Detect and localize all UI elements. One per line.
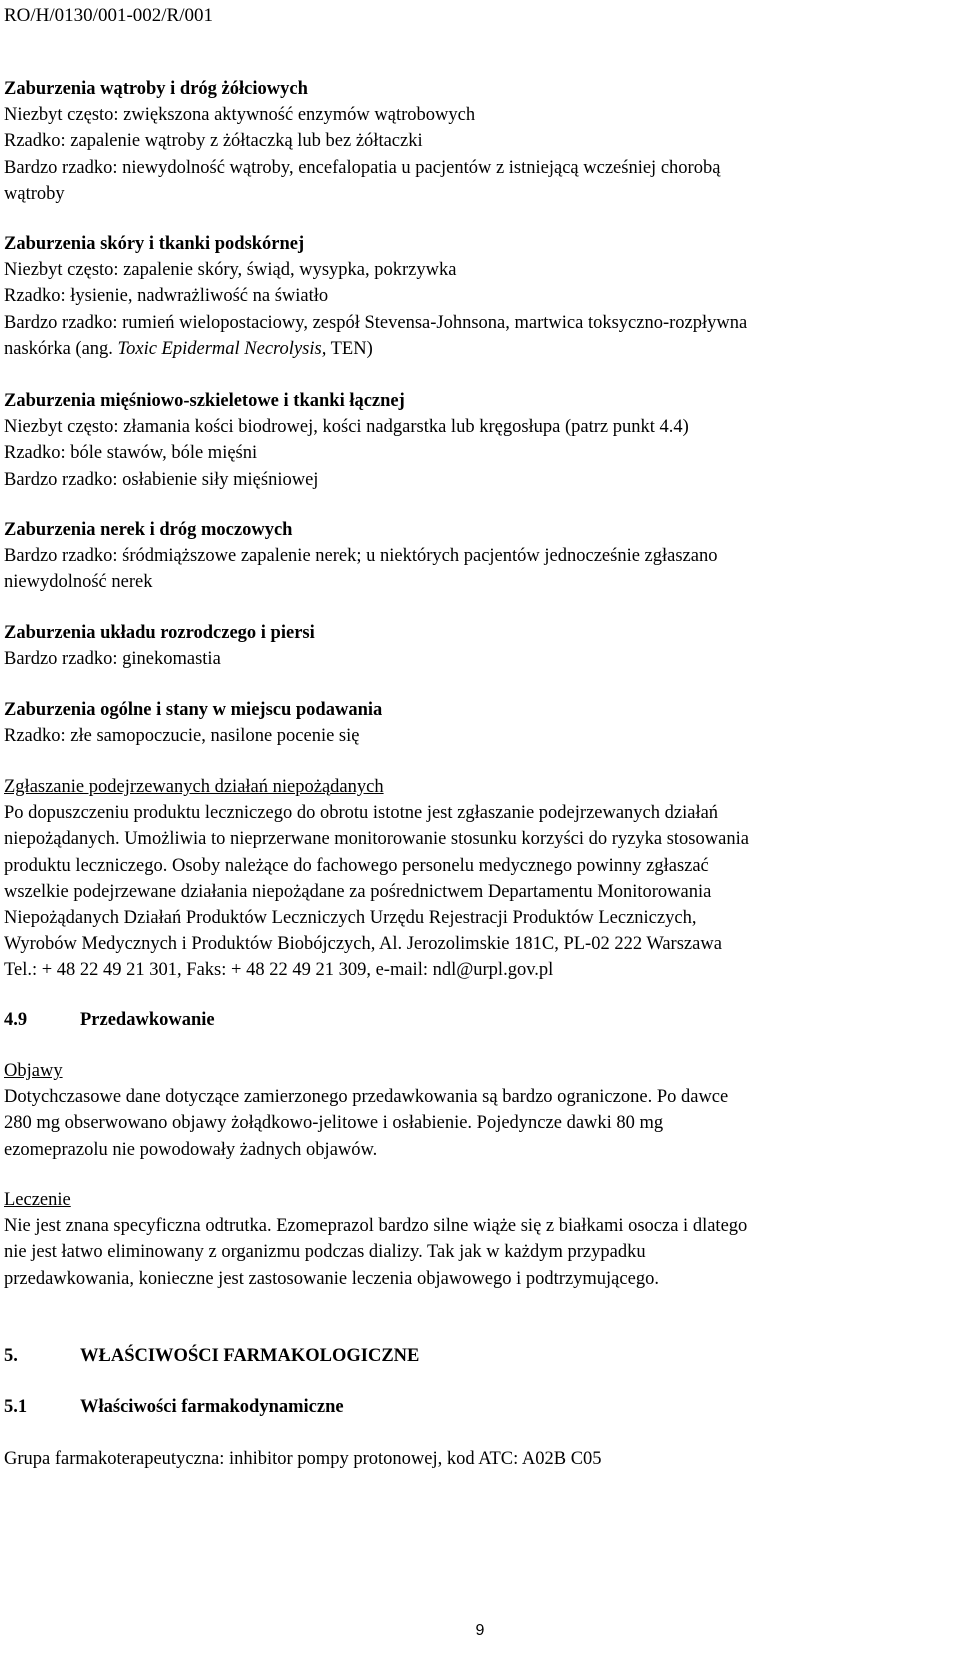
section-musculoskeletal	[4, 388, 944, 493]
section-heading: Zaburzenia skóry i tkanki podskórnej	[4, 234, 305, 254]
section-number: 5.1	[4, 1397, 28, 1417]
text-line: Bardzo rzadko: osłabienie siły mięśniowej	[4, 469, 319, 490]
text-line: niepożądanych. Umożliwia to nieprzerwane monitorowanie stosunku korzyści do ryzyka stosowania	[4, 829, 749, 850]
section-title: Przedawkowanie	[80, 1010, 215, 1030]
text-line: Wyrobów Medycznych i Produktów Biobójczych, Al. Jerozolimskie 181C, PL-02 222 Warszawa	[4, 934, 722, 955]
text-line: Bardzo rzadko: ginekomastia	[4, 649, 221, 670]
text-line: nie jest łatwo eliminowany z organizmu podczas dializy. Tak jak w każdym przypadku	[4, 1242, 646, 1263]
section-heading: Zaburzenia nerek i dróg moczowych	[4, 520, 293, 540]
section-title: WŁAŚCIWOŚCI FARMAKOLOGICZNE	[80, 1346, 420, 1366]
text-line: wszelkie podejrzewane działania niepożądane za pośrednictwem Departamentu Monitorowania	[4, 881, 712, 902]
section-renal	[4, 517, 944, 596]
document-code: RO/H/0130/001-002/R/001	[4, 5, 214, 26]
text-line: przedawkowania, konieczne jest zastosowanie leczenia objawowego i podtrzymującego.	[4, 1268, 659, 1289]
section-pharmacological-heading	[4, 1343, 944, 1369]
text-line: Rzadko: zapalenie wątroby z żółtaczką lub bez żółtaczki	[4, 131, 423, 152]
text-line: Niezbyt często: zwiększona aktywność enzymów wątrobowych	[4, 105, 476, 126]
section-pharmacodynamic-heading	[4, 1394, 944, 1420]
section-reporting	[4, 774, 944, 984]
subheading: Leczenie	[4, 1190, 71, 1210]
section-title: Właściwości farmakodynamiczne	[80, 1397, 344, 1417]
text-line: Rzadko: bóle stawów, bóle mięśni	[4, 443, 258, 464]
text-line: Bardzo rzadko: rumień wielopostaciowy, zespół Stevensa-Johnsona, martwica toksyczno-rozpływna	[4, 312, 748, 333]
text-line: produktu leczniczego. Osoby należące do fachowego personelu medycznego powinny zgłaszać	[4, 855, 709, 876]
text-line: Grupa farmakoterapeutyczna: inhibitor pompy protonowej, kod ATC: A02B C05	[4, 1449, 602, 1469]
text-line: Po dopuszczeniu produktu leczniczego do obrotu istotne jest zgłaszanie podejrzewanych działań	[4, 803, 719, 824]
text-line: Rzadko: łysienie, nadwrażliwość na światło	[4, 286, 329, 307]
text-line: 280 mg obserwowano objawy żołądkowo-jelitowe i osłabienie. Pojedyncze dawki 80 mg	[4, 1113, 664, 1134]
section-treatment	[4, 1187, 944, 1292]
text-line: niewydolność nerek	[4, 572, 153, 593]
section-general	[4, 697, 944, 749]
text-line: Niezbyt często: złamania kości biodrowej, kości nadgarstka lub kręgosłupa (patrz punkt 4.4)	[4, 417, 689, 438]
text-line: Niepożądanych Działań Produktów Leczniczych Urzędu Rejestracji Produktów Leczniczych,	[4, 908, 697, 929]
section-reproductive	[4, 620, 944, 672]
italic-term: Toxic Epidermal Necrolysis,	[117, 338, 327, 359]
section-overdose-heading	[4, 1007, 944, 1033]
text-line: Tel.: + 48 22 49 21 301, Faks: + 48 22 49 21 309, e-mail: ndl@urpl.gov.pl	[4, 960, 554, 981]
page-number: 9	[475, 1622, 485, 1639]
text-line: Bardzo rzadko: śródmiąższowe zapalenie nerek; u niektórych pacjentów jednocześnie zgłaszano	[4, 546, 718, 567]
text-line: Bardzo rzadko: niewydolność wątroby, encefalopatia u pacjentów z istniejącą wcześniej chorobą	[4, 157, 721, 178]
text-fragment: TEN)	[326, 338, 373, 359]
text-line: Niezbyt często: zapalenie skóry, świąd, wysypka, pokrzywka	[4, 260, 457, 281]
subheading: Objawy	[4, 1061, 63, 1081]
section-heading: Zaburzenia wątroby i dróg żółciowych	[4, 79, 308, 99]
section-heading: Zaburzenia ogólne i stany w miejscu podawania	[4, 700, 383, 720]
section-heading: Zaburzenia układu rozrodczego i piersi	[4, 623, 315, 643]
section-heading: Zaburzenia mięśniowo-szkieletowe i tkanki łącznej	[4, 391, 405, 411]
text-fragment: naskórka (ang.	[4, 338, 118, 359]
text-line: ezomeprazolu nie powodowały żadnych objawów.	[4, 1139, 378, 1160]
section-number: 4.9	[4, 1010, 28, 1030]
text-line: Rzadko: złe samopoczucie, nasilone pocenie się	[4, 726, 360, 747]
section-skin	[4, 231, 944, 362]
section-number: 5.	[4, 1346, 18, 1366]
section-heading: Zgłaszanie podejrzewanych działań niepożądanych	[4, 777, 384, 797]
text-line: Dotychczasowe dane dotyczące zamierzonego przedawkowania są bardzo ograniczone. Po dawce	[4, 1087, 729, 1108]
section-pharmacodynamic-text	[4, 1446, 944, 1472]
text-line: wątroby	[4, 183, 65, 204]
text-line: Nie jest znana specyficzna odtrutka. Ezomeprazol bardzo silne wiąże się z białkami osocza i dlatego	[4, 1216, 748, 1237]
text-line	[4, 336, 944, 362]
section-liver	[4, 76, 944, 207]
section-symptoms	[4, 1058, 944, 1163]
